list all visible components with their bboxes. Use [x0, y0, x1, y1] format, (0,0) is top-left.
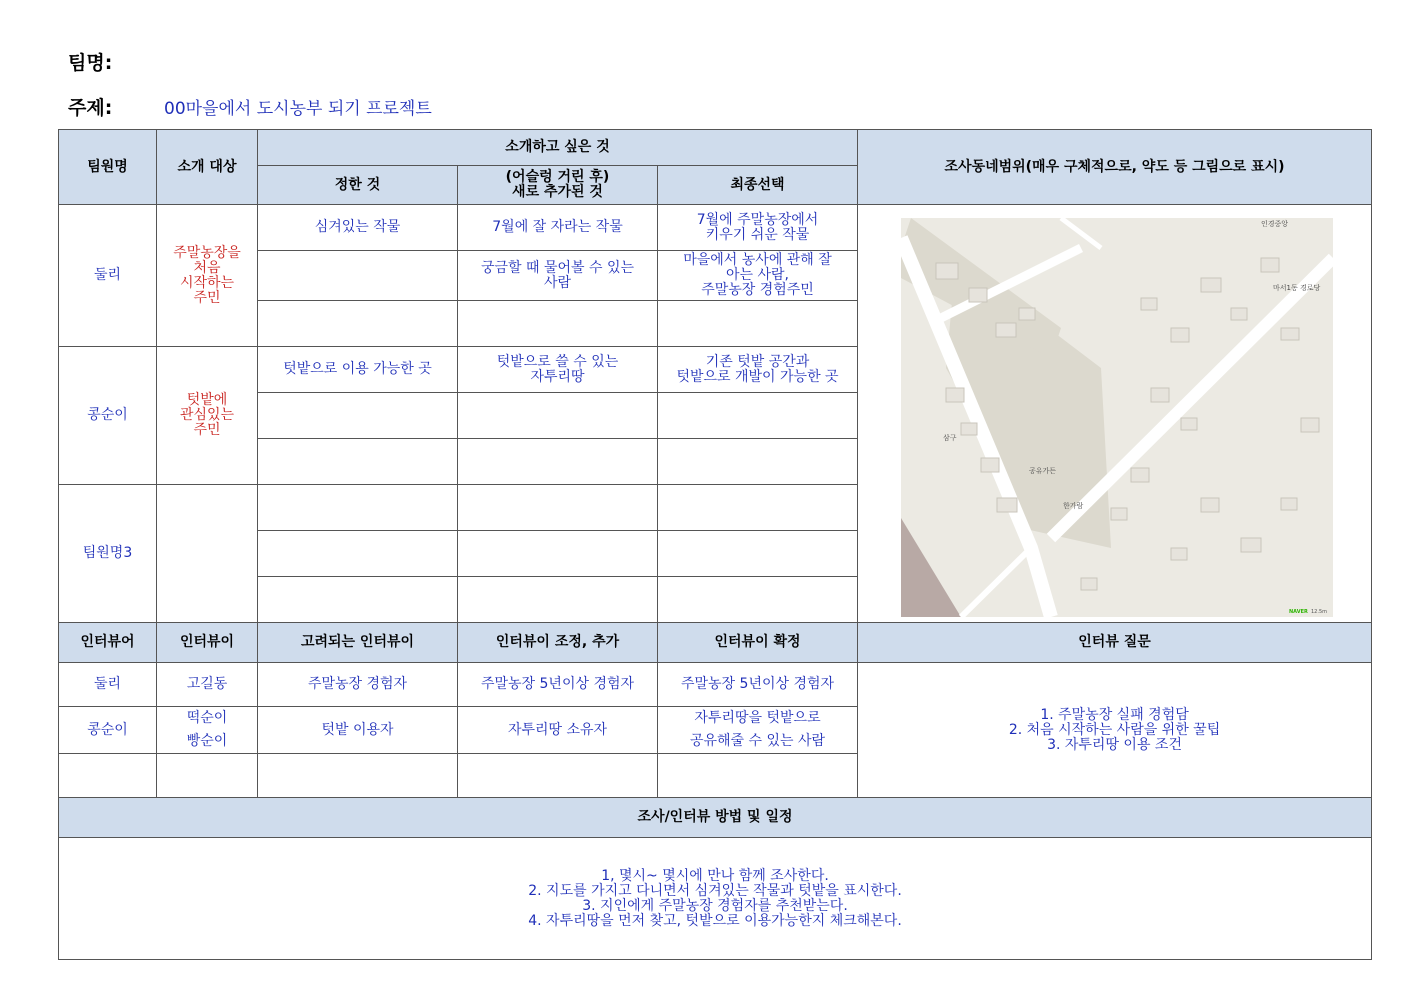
target-cell-line: 관심있는 [179, 407, 235, 423]
interview-row [59, 663, 1372, 707]
subject-label: 주제: [68, 97, 113, 119]
target-cell-line: 주민 [193, 289, 221, 306]
map-label: 인경중앙 [1261, 220, 1289, 228]
member-cell: 콩순이 [59, 347, 157, 485]
target-cell-line: 주민 [193, 422, 221, 438]
adjust-cell-line: 주말농장 5년이상 경험자 [480, 676, 635, 692]
header-interviewee: 인터뷰이 [157, 623, 258, 663]
map-label: 삼구 [943, 434, 957, 442]
considered-cell [258, 754, 458, 798]
final-cell-line: 7월에 주말농장에서 [696, 211, 819, 228]
map-cell [858, 205, 1372, 623]
target-cell-line: 주말농장을 [173, 244, 241, 261]
header-added [458, 166, 658, 205]
decided-cell [258, 251, 458, 301]
header-area: 조사동네범위(매우 구체적으로, 약도 등 그림으로 표시) [858, 130, 1372, 205]
final-cell [658, 577, 858, 623]
confirm-cell [658, 663, 858, 707]
added-cell-line: 궁금할 때 물어볼 수 있는 [480, 259, 635, 276]
interviewee-cell-line: 고길동 [186, 676, 228, 692]
questions-cell-line: 2. 처음 시작하는 사람을 위한 꿀팁 [1008, 721, 1221, 738]
added-cell-line: 자투리땅 [530, 368, 585, 385]
map-label: 한가람 [1063, 502, 1084, 510]
map-label: 공유가든 [1029, 467, 1057, 475]
header-added-line2: 새로 추가된 것 [512, 184, 603, 200]
map-brand: NAVER [1289, 609, 1308, 615]
team-name-label: 팀명: [68, 52, 113, 74]
interviewer-cell: 콩순이 [59, 707, 157, 754]
added-cell [458, 531, 658, 577]
decided-cell [258, 439, 458, 485]
questions-cell-line: 3. 자투리땅 이용 조건 [1047, 736, 1182, 753]
methods-cell [59, 838, 1372, 960]
final-cell [658, 439, 858, 485]
confirm-cell [658, 707, 858, 754]
area-map [901, 218, 1333, 617]
final-cell-line: 기존 텃밭 공간과 [705, 353, 810, 370]
map-label: 마서1동 경로당 [1273, 284, 1321, 292]
decided-cell [258, 301, 458, 347]
header-confirm: 인터뷰이 확정 [658, 623, 858, 663]
considered-cell [258, 663, 458, 707]
decided-cell [258, 347, 458, 393]
added-cell [458, 485, 658, 531]
confirm-cell-line: 공유해줄 수 있는 사람 [689, 733, 826, 749]
final-cell [658, 301, 858, 347]
added-cell [458, 347, 658, 393]
header-decided: 정한 것 [258, 166, 458, 205]
header-target: 소개 대상 [157, 130, 258, 205]
table-row [59, 205, 1372, 251]
considered-cell-line: 텃밭 이용자 [321, 721, 394, 738]
final-cell [658, 251, 858, 301]
methods-cell-line: 4. 자투리땅을 먼저 찾고, 텃밭으로 이용가능한지 체크해본다. [528, 912, 902, 929]
added-cell [458, 393, 658, 439]
interviewee-cell-line: 빵순이 [186, 733, 228, 749]
header-added-line1: (어슬렁 거린 후) [505, 169, 610, 185]
interviewee-cell [157, 707, 258, 754]
header-want: 소개하고 싶은 것 [258, 130, 858, 166]
target-cell-line: 시작하는 [179, 274, 235, 291]
added-cell [458, 251, 658, 301]
added-cell-line: 사람 [543, 274, 572, 291]
final-cell-line: 아는 사람, [726, 267, 790, 283]
header-interviewer: 인터뷰어 [59, 623, 157, 663]
confirm-cell [658, 754, 858, 798]
decided-cell [258, 393, 458, 439]
added-cell [458, 205, 658, 251]
questions-cell-line: 1. 주말농장 실패 경험담 [1040, 706, 1189, 723]
interviewer-cell: 둘리 [59, 663, 157, 707]
target-cell [157, 485, 258, 623]
added-cell [458, 439, 658, 485]
interviewee-cell [157, 754, 258, 798]
interviewee-cell-line: 떡순이 [186, 710, 228, 726]
header-adjust: 인터뷰이 조정, 추가 [458, 623, 658, 663]
adjust-cell [458, 754, 658, 798]
final-cell-line: 키우기 쉬운 작물 [705, 226, 810, 243]
decided-cell [258, 485, 458, 531]
considered-cell-line: 주말농장 경험자 [307, 676, 408, 692]
adjust-cell-line: 자투리땅 소유자 [507, 721, 608, 738]
added-cell-line: 텃밭으로 쓸 수 있는 [496, 353, 619, 370]
decided-cell [258, 205, 458, 251]
map-scale: 12.5m [1311, 609, 1328, 615]
final-cell [658, 205, 858, 251]
member-cell: 둘리 [59, 205, 157, 347]
methods-cell-line: 1, 몇시~ 몇시에 만나 함께 조사한다. [601, 867, 829, 884]
adjust-cell [458, 663, 658, 707]
confirm-cell-line: 주말농장 5년이상 경험자 [680, 676, 835, 692]
final-cell [658, 347, 858, 393]
final-cell [658, 531, 858, 577]
final-cell-line: 텃밭으로 개발이 가능한 곳 [676, 368, 839, 385]
target-cell [157, 205, 258, 347]
project-table [58, 129, 1372, 960]
final-cell [658, 485, 858, 531]
final-cell [658, 393, 858, 439]
target-cell [157, 347, 258, 485]
interviewee-cell [157, 663, 258, 707]
interviewer-cell [59, 754, 157, 798]
added-cell [458, 577, 658, 623]
target-cell-line: 텃밭에 [186, 392, 228, 408]
header-considered: 고려되는 인터뷰이 [258, 623, 458, 663]
final-cell-line: 마을에서 농사에 관해 잘 [683, 252, 832, 268]
member-cell: 팀원명3 [59, 485, 157, 623]
added-cell [458, 301, 658, 347]
methods-header: 조사/인터뷰 방법 및 일정 [59, 798, 1372, 838]
considered-cell [258, 707, 458, 754]
decided-cell [258, 577, 458, 623]
header-member: 팀원명 [59, 130, 157, 205]
subject-value: 00마을에서 도시농부 되기 프로젝트 [164, 99, 432, 119]
header-final: 최종선택 [658, 166, 858, 205]
methods-cell-line: 2. 지도를 가지고 다니면서 심겨있는 작물과 텃밭을 표시한다. [528, 882, 902, 899]
methods-cell-line: 3. 지인에게 주말농장 경험자를 추천받는다. [582, 897, 848, 914]
decided-cell-line: 텃밭으로 이용 가능한 곳 [283, 361, 432, 377]
header-questions: 인터뷰 질문 [858, 623, 1372, 663]
added-cell-line: 7월에 잘 자라는 작물 [492, 219, 623, 235]
decided-cell [258, 531, 458, 577]
adjust-cell [458, 707, 658, 754]
target-cell-line: 처음 [193, 259, 221, 276]
decided-cell-line: 심겨있는 작물 [314, 219, 401, 235]
questions-cell [858, 663, 1372, 798]
final-cell-line: 주말농장 경험주민 [701, 282, 814, 298]
confirm-cell-line: 자투리땅을 텃밭으로 [694, 710, 821, 726]
